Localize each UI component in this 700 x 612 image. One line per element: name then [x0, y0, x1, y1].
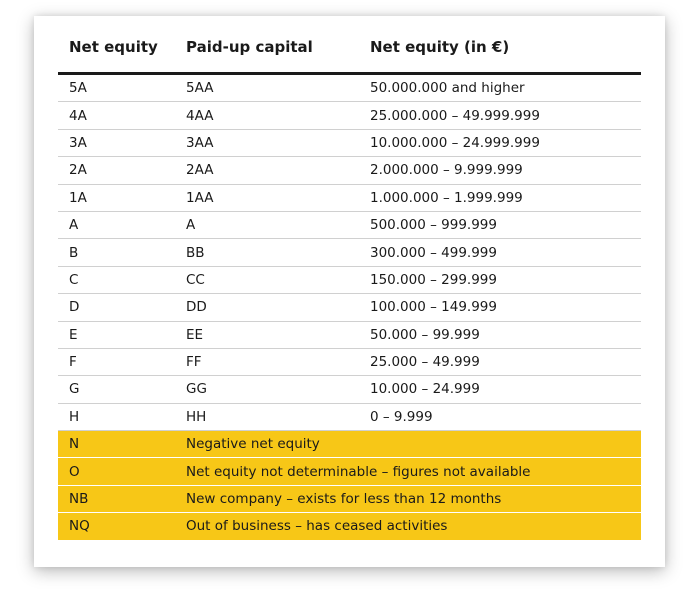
status-row [58, 485, 641, 512]
cell-paid-up-capital: 1AA [175, 184, 359, 211]
table-row [58, 211, 641, 238]
cell-net-equity-range: 1.000.000 – 1.999.999 [359, 184, 641, 211]
cell-net-equity: G [58, 376, 175, 403]
cell-net-equity-range: 300.000 – 499.999 [359, 239, 641, 266]
header-net-equity: Net equity [58, 38, 175, 74]
cell-net-equity-range: 10.000 – 24.999 [359, 376, 641, 403]
cell-net-equity: A [58, 211, 175, 238]
status-description: Negative net equity [175, 431, 641, 458]
table-row [58, 376, 641, 403]
cell-net-equity-range: 2.000.000 – 9.999.999 [359, 157, 641, 184]
cell-net-equity: 5A [58, 74, 175, 102]
cell-paid-up-capital: BB [175, 239, 359, 266]
cell-paid-up-capital: A [175, 211, 359, 238]
cell-net-equity-range: 50.000.000 and higher [359, 74, 641, 102]
table-row [58, 239, 641, 266]
table-row [58, 129, 641, 156]
status-description: Out of business – has ceased activities [175, 513, 641, 540]
cell-net-equity-range: 500.000 – 999.999 [359, 211, 641, 238]
cell-paid-up-capital: 3AA [175, 129, 359, 156]
cell-net-equity: F [58, 348, 175, 375]
cell-net-equity-range: 150.000 – 299.999 [359, 266, 641, 293]
status-row [58, 458, 641, 485]
table-row [58, 102, 641, 129]
cell-net-equity: 4A [58, 102, 175, 129]
cell-paid-up-capital: 5AA [175, 74, 359, 102]
cell-net-equity-range: 25.000 – 49.999 [359, 348, 641, 375]
cell-net-equity: 2A [58, 157, 175, 184]
table-row [58, 74, 641, 102]
status-code: NB [58, 485, 175, 512]
cell-paid-up-capital: GG [175, 376, 359, 403]
status-row [58, 513, 641, 540]
cell-net-equity-range: 0 – 9.999 [359, 403, 641, 430]
cell-net-equity: C [58, 266, 175, 293]
rating-table [58, 38, 641, 540]
table-row [58, 157, 641, 184]
cell-paid-up-capital: 4AA [175, 102, 359, 129]
cell-net-equity: 1A [58, 184, 175, 211]
cell-net-equity: B [58, 239, 175, 266]
table-header-row [58, 38, 641, 74]
table-row [58, 348, 641, 375]
status-code: O [58, 458, 175, 485]
cell-paid-up-capital: DD [175, 294, 359, 321]
cell-paid-up-capital: FF [175, 348, 359, 375]
cell-net-equity-range: 100.000 – 149.999 [359, 294, 641, 321]
cell-net-equity-range: 50.000 – 99.999 [359, 321, 641, 348]
status-code: N [58, 431, 175, 458]
cell-net-equity: H [58, 403, 175, 430]
cell-paid-up-capital: HH [175, 403, 359, 430]
table-row [58, 321, 641, 348]
cell-net-equity: D [58, 294, 175, 321]
table-row [58, 403, 641, 430]
cell-paid-up-capital: CC [175, 266, 359, 293]
cell-net-equity-range: 10.000.000 – 24.999.999 [359, 129, 641, 156]
table-row [58, 294, 641, 321]
cell-paid-up-capital: 2AA [175, 157, 359, 184]
table-row [58, 184, 641, 211]
header-paid-up-capital: Paid-up capital [175, 38, 359, 74]
cell-paid-up-capital: EE [175, 321, 359, 348]
cell-net-equity: 3A [58, 129, 175, 156]
cell-net-equity: E [58, 321, 175, 348]
status-row [58, 431, 641, 458]
cell-net-equity-range: 25.000.000 – 49.999.999 [359, 102, 641, 129]
status-description: New company – exists for less than 12 months [175, 485, 641, 512]
status-code: NQ [58, 513, 175, 540]
table-row [58, 266, 641, 293]
status-description: Net equity not determinable – figures not available [175, 458, 641, 485]
header-net-equity-eur: Net equity (in €) [359, 38, 641, 74]
rating-table-card [34, 16, 665, 567]
